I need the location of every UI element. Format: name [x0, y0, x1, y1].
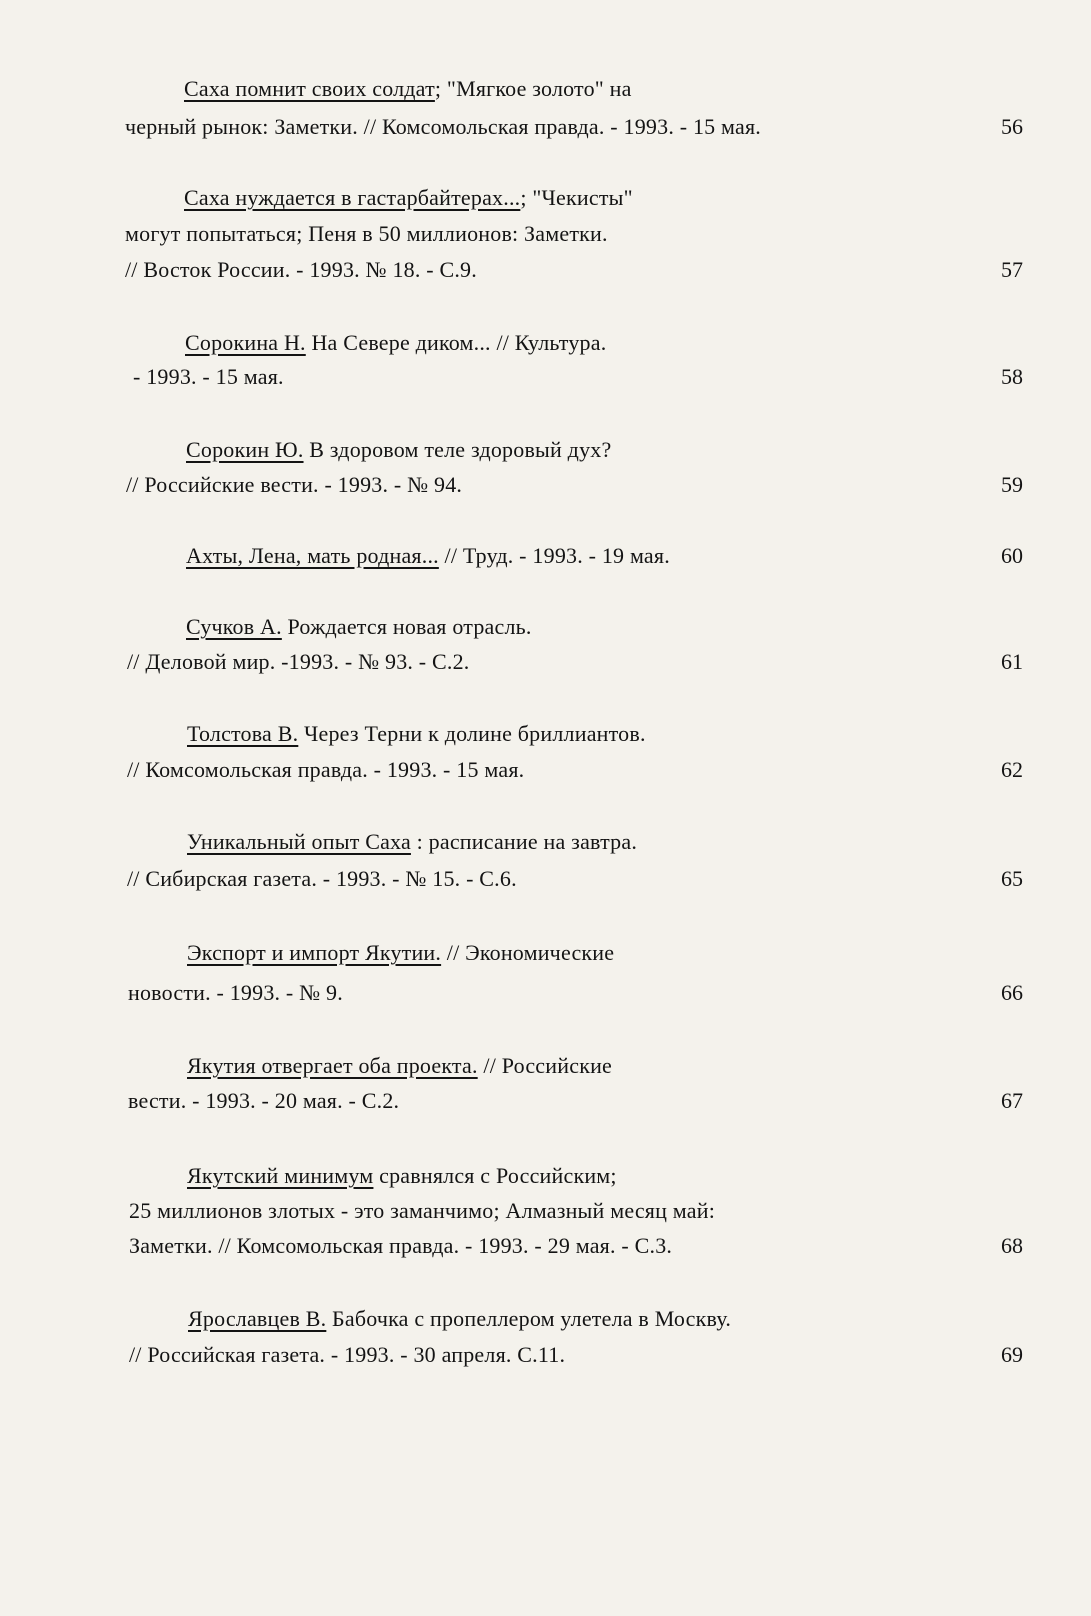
entry-citation: могут попытаться; Пеня в 50 миллионов: Заметки. — [125, 221, 608, 246]
page-number: 68 — [1001, 1233, 1023, 1258]
entry-title-line — [186, 614, 532, 640]
entry-title: Саха нуждается в гастарбайтерах... — [184, 185, 521, 210]
entry-title: Уникальный опыт Саха — [187, 829, 411, 854]
entry-title-line — [187, 1053, 612, 1079]
entry-title: Ярославцев В. — [188, 1306, 327, 1331]
entry-title-rest: Бабочка с пропеллером улетела в Москву. — [326, 1306, 732, 1331]
entry-title-rest: // Российские — [477, 1053, 613, 1078]
entry-title: Сорокина Н. — [185, 330, 306, 355]
entry-citation: вести. - 1993. - 20 мая. - С.2. — [128, 1088, 400, 1113]
page-number: 60 — [1001, 543, 1023, 568]
entry-title-line — [187, 1163, 617, 1189]
entry-title: Экспорт и импорт Якутии. — [187, 940, 442, 965]
entry-citation: // Сибирская газета. - 1993. - № 15. - С.6. — [127, 866, 517, 891]
entry-title: Саха помнит своих солдат — [184, 76, 435, 101]
entry-citation: // Российские вести. - 1993. - № 94. — [126, 472, 463, 497]
page-number: 69 — [1001, 1342, 1023, 1367]
entry-title-line — [187, 829, 637, 855]
entry-citation: черный рынок: Заметки. // Комсомольская правда. - 1993. - 15 мая. — [125, 114, 762, 139]
page-number: 62 — [1001, 757, 1023, 782]
entry-title-rest: На Севере диком... // Культура. — [305, 330, 607, 355]
page-number: 65 — [1001, 866, 1023, 891]
page-number: 66 — [1001, 980, 1023, 1005]
entry-title-rest: // Труд. - 1993. - 19 мая. — [438, 543, 670, 568]
entry-citation: новости. - 1993. - № 9. — [128, 980, 343, 1005]
entry-title: Якутия отвергает оба проекта. — [187, 1053, 478, 1078]
entry-citation: // Восток России. - 1993. № 18. - С.9. — [125, 257, 477, 282]
entry-title-rest: Рождается новая отрасль. — [281, 614, 532, 639]
entry-title-rest: сравнялся с Российским; — [373, 1163, 617, 1188]
entry-title-line — [184, 185, 633, 211]
entry-title: Ахты, Лена, мать родная... — [186, 543, 439, 568]
entry-citation: // Комсомольская правда. - 1993. - 15 мая. — [127, 757, 525, 782]
entry-title-line — [187, 940, 614, 966]
entry-title-rest: ; "Чекисты" — [520, 185, 633, 210]
entry-title-line — [185, 330, 606, 356]
entry-title: Сучков А. — [186, 614, 282, 639]
entry-title-line — [188, 1306, 731, 1332]
entry-title-line — [186, 543, 670, 569]
entry-title-rest: // Экономические — [441, 940, 615, 965]
page-number: 58 — [1001, 364, 1023, 389]
entry-title-rest: : расписание на завтра. — [410, 829, 638, 854]
entry-title-rest: В здоровом теле здоровый дух? — [303, 437, 612, 462]
entry-title: Сорокин Ю. — [186, 437, 304, 462]
entry-title: Якутский минимум — [187, 1163, 374, 1188]
entry-title: Толстова В. — [187, 721, 299, 746]
page-number: 67 — [1001, 1088, 1023, 1113]
page-number: 57 — [1001, 257, 1023, 282]
entry-title-line — [187, 721, 646, 747]
page-number: 56 — [1001, 114, 1023, 139]
entry-title-line — [184, 76, 632, 102]
entry-citation: // Деловой мир. -1993. - № 93. - С.2. — [127, 649, 470, 674]
entry-citation: Заметки. // Комсомольская правда. - 1993. - 29 мая. - С.3. — [129, 1233, 673, 1258]
entry-title-line — [186, 437, 611, 463]
entry-citation: - 1993. - 15 мая. — [133, 364, 284, 389]
page-number: 61 — [1001, 649, 1023, 674]
entry-title-rest: Через Терни к долине бриллиантов. — [298, 721, 646, 746]
entry-citation: 25 миллионов злотых - это заманчимо; Алмазный месяц май: — [129, 1198, 716, 1223]
entry-citation: // Российская газета. - 1993. - 30 апреля. С.11. — [129, 1342, 566, 1367]
page-number: 59 — [1001, 472, 1023, 497]
entry-title-rest: ; "Мягкое золото" на — [434, 76, 632, 101]
